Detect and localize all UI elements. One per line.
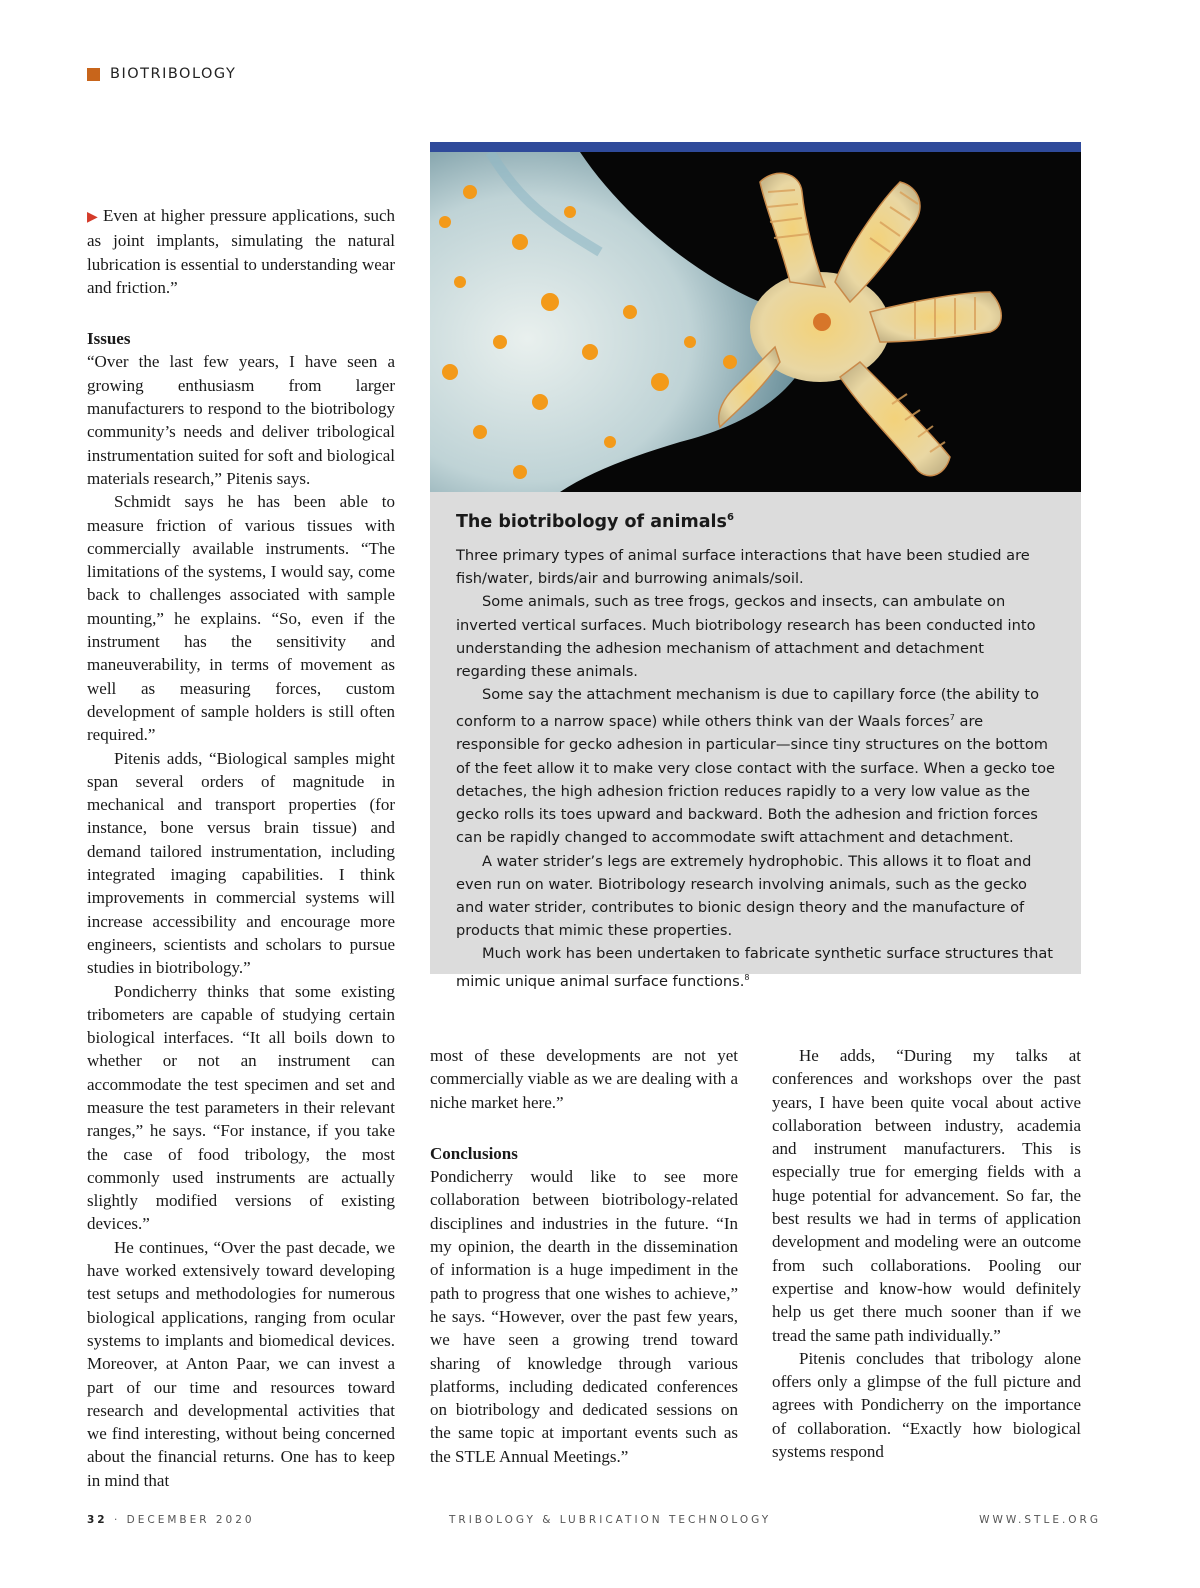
paragraph: most of these developments are not yet commercially viable as we are dealing with a niche market here.” bbox=[430, 1046, 738, 1112]
sidebar-accent-bar bbox=[430, 142, 1081, 152]
gecko-foot-photo bbox=[430, 152, 1081, 492]
footer-publication: TRIBOLOGY & LUBRICATION TECHNOLOGY bbox=[449, 1514, 772, 1526]
footer-page-info: 32 · DECEMBER 2020 bbox=[87, 1514, 255, 1526]
paragraph: Pondicherry would like to see more collaboration between biotribology-related disciplines and industries in the future. “In my opinion, the dearth in the dissemination of information is a huge impediment in the path to progress that one wishes to achieve,” he says. “However, over the past few years, we have seen a growing trend toward sharing of knowledge through various platforms, including dedicated conferences on biotribology and dedicated sessions on the same topic at important events such as the STLE Annual Meetings.” bbox=[430, 1167, 738, 1466]
section-tag bbox=[87, 66, 236, 82]
sidebar-figure bbox=[430, 142, 1081, 990]
sidebar-paragraph: Some say the attachment mechanism is due to capillary force (the ability to conform to a narrow space) while others think van der Waals forces$^7$ are responsible for gecko adhesion in particular—since tiny structures on the bottom of the feet allow it to make very close contact with the surface. When a gecko toe detaches, the high adhesion friction reduces rapidly to a very low value as the gecko rolls its toes upward and backward. Both the adhesion and friction forces can be rapidly changed to accommodate swift attachment and detachment. bbox=[456, 686, 1056, 847]
sidebar-paragraph: Some animals, such as tree frogs, geckos and insects, can ambulate on inverted vertical surfaces. Much biotribology research has been conducted into understanding the adhesion mechanism of attachment and detachment regarding these animals. bbox=[456, 593, 1036, 681]
page-number: 32 bbox=[87, 1514, 108, 1526]
text-column-1 bbox=[87, 204, 395, 1492]
heading-issues: Issues bbox=[87, 329, 131, 349]
sidebar-paragraph: Much work has been undertaken to fabricate synthetic surface structures that mimic unique animal surface functions.$^8$ bbox=[456, 945, 1054, 990]
sidebar-paragraph: Three primary types of animal surface interactions that have been studied are fish/water, birds/air and burrowing animals/soil. bbox=[456, 547, 1030, 588]
heading-conclusions: Conclusions bbox=[430, 1143, 518, 1163]
paragraph: ▶ Even at higher pressure applications, such as joint implants, simulating the natural lubrication is essential to understanding wear and friction.” bbox=[87, 206, 395, 297]
section-marker-square bbox=[87, 68, 100, 81]
text-column-3 bbox=[772, 1044, 1081, 1463]
paragraph: “Over the last few years, I have seen a growing enthusiasm from larger manufacturers to respond to the biotribology community’s needs and deliver tribological instrumentation suited for soft and biological materials research,” Pitenis says. bbox=[87, 352, 395, 488]
sidebar-paragraph: A water strider’s legs are extremely hydrophobic. This allows it to float and even run on water. Biotribology research involving animals, such as the gecko and water strider, contributes to bionic design theory and the manufacture of products that mimic these properties. bbox=[456, 852, 1032, 940]
sidebar-box bbox=[430, 492, 1081, 990]
paragraph: He adds, “During my talks at conferences and workshops over the past years, I have been quite vocal about active collaboration between industry, academia and instrument manufacturers. This is especially true for emerging fields with a huge potential for advancement. So far, the best results we had in terms of application development and modeling were an outcome from such collaborations. Pooling our expertise and know-how would definitely help us get there much sooner than if we tread the same path individually.” bbox=[772, 1046, 1081, 1345]
section-label: BIOTRIBOLOGY bbox=[110, 66, 237, 82]
continuation-arrow-icon: ▶ bbox=[87, 210, 99, 225]
paragraph: Schmidt says he has been able to measure friction of various tissues with commercially available instruments. “The limitations of the systems, I would say, come back to challenges associated with sample mounting,” he explains. “So, even if the instrument has the sensitivity and maneuverability, in terms of movement as well as measuring forces, custom development of sample holders is still often required.” bbox=[87, 492, 395, 745]
paragraph: He continues, “Over the past decade, we have worked extensively toward developing test setups and methodologies for numerous biological applications, ranging from ocular systems to implants and biomedical devices. Moreover, at Anton Paar, we can invest a part of our time and resources toward research and developmental activities that we find interesting, without being concerned about the financial returns. One has to keep in mind that bbox=[87, 1237, 395, 1490]
footer-url: WWW.STLE.ORG bbox=[979, 1514, 1101, 1526]
issue-date: DECEMBER 2020 bbox=[126, 1514, 255, 1526]
paragraph: Pitenis concludes that tribology alone offers only a glimpse of the full picture and agrees with Pondicherry on the importance of collaboration. “Exactly how biological systems respond bbox=[772, 1348, 1081, 1462]
text-column-2 bbox=[430, 1044, 738, 1468]
sidebar-body bbox=[456, 544, 1055, 993]
paragraph: Pondicherry thinks that some existing tribometers are capable of studying certain biological interfaces. “It all boils down to whether or not an instrument can accommodate the test specimen and set and measure the test parameters in their relevant ranges,” he says. “For instance, if you take the case of food tribology, the most commonly used instruments are actually slightly modified versions of existing devices.” bbox=[87, 981, 395, 1234]
paragraph: Pitenis adds, “Biological samples might span several orders of magnitude in mechanical and transport properties (for instance, bone versus brain tissue) and demand tailored instrumentation, including integrated imaging capabilities. I think improvements in commercial systems will increase accessibility and encourage more engineers, scientists and scholars to pursue studies in biotribology.” bbox=[87, 748, 395, 978]
sidebar-title: The biotribology of animals$^6$ bbox=[456, 512, 734, 532]
